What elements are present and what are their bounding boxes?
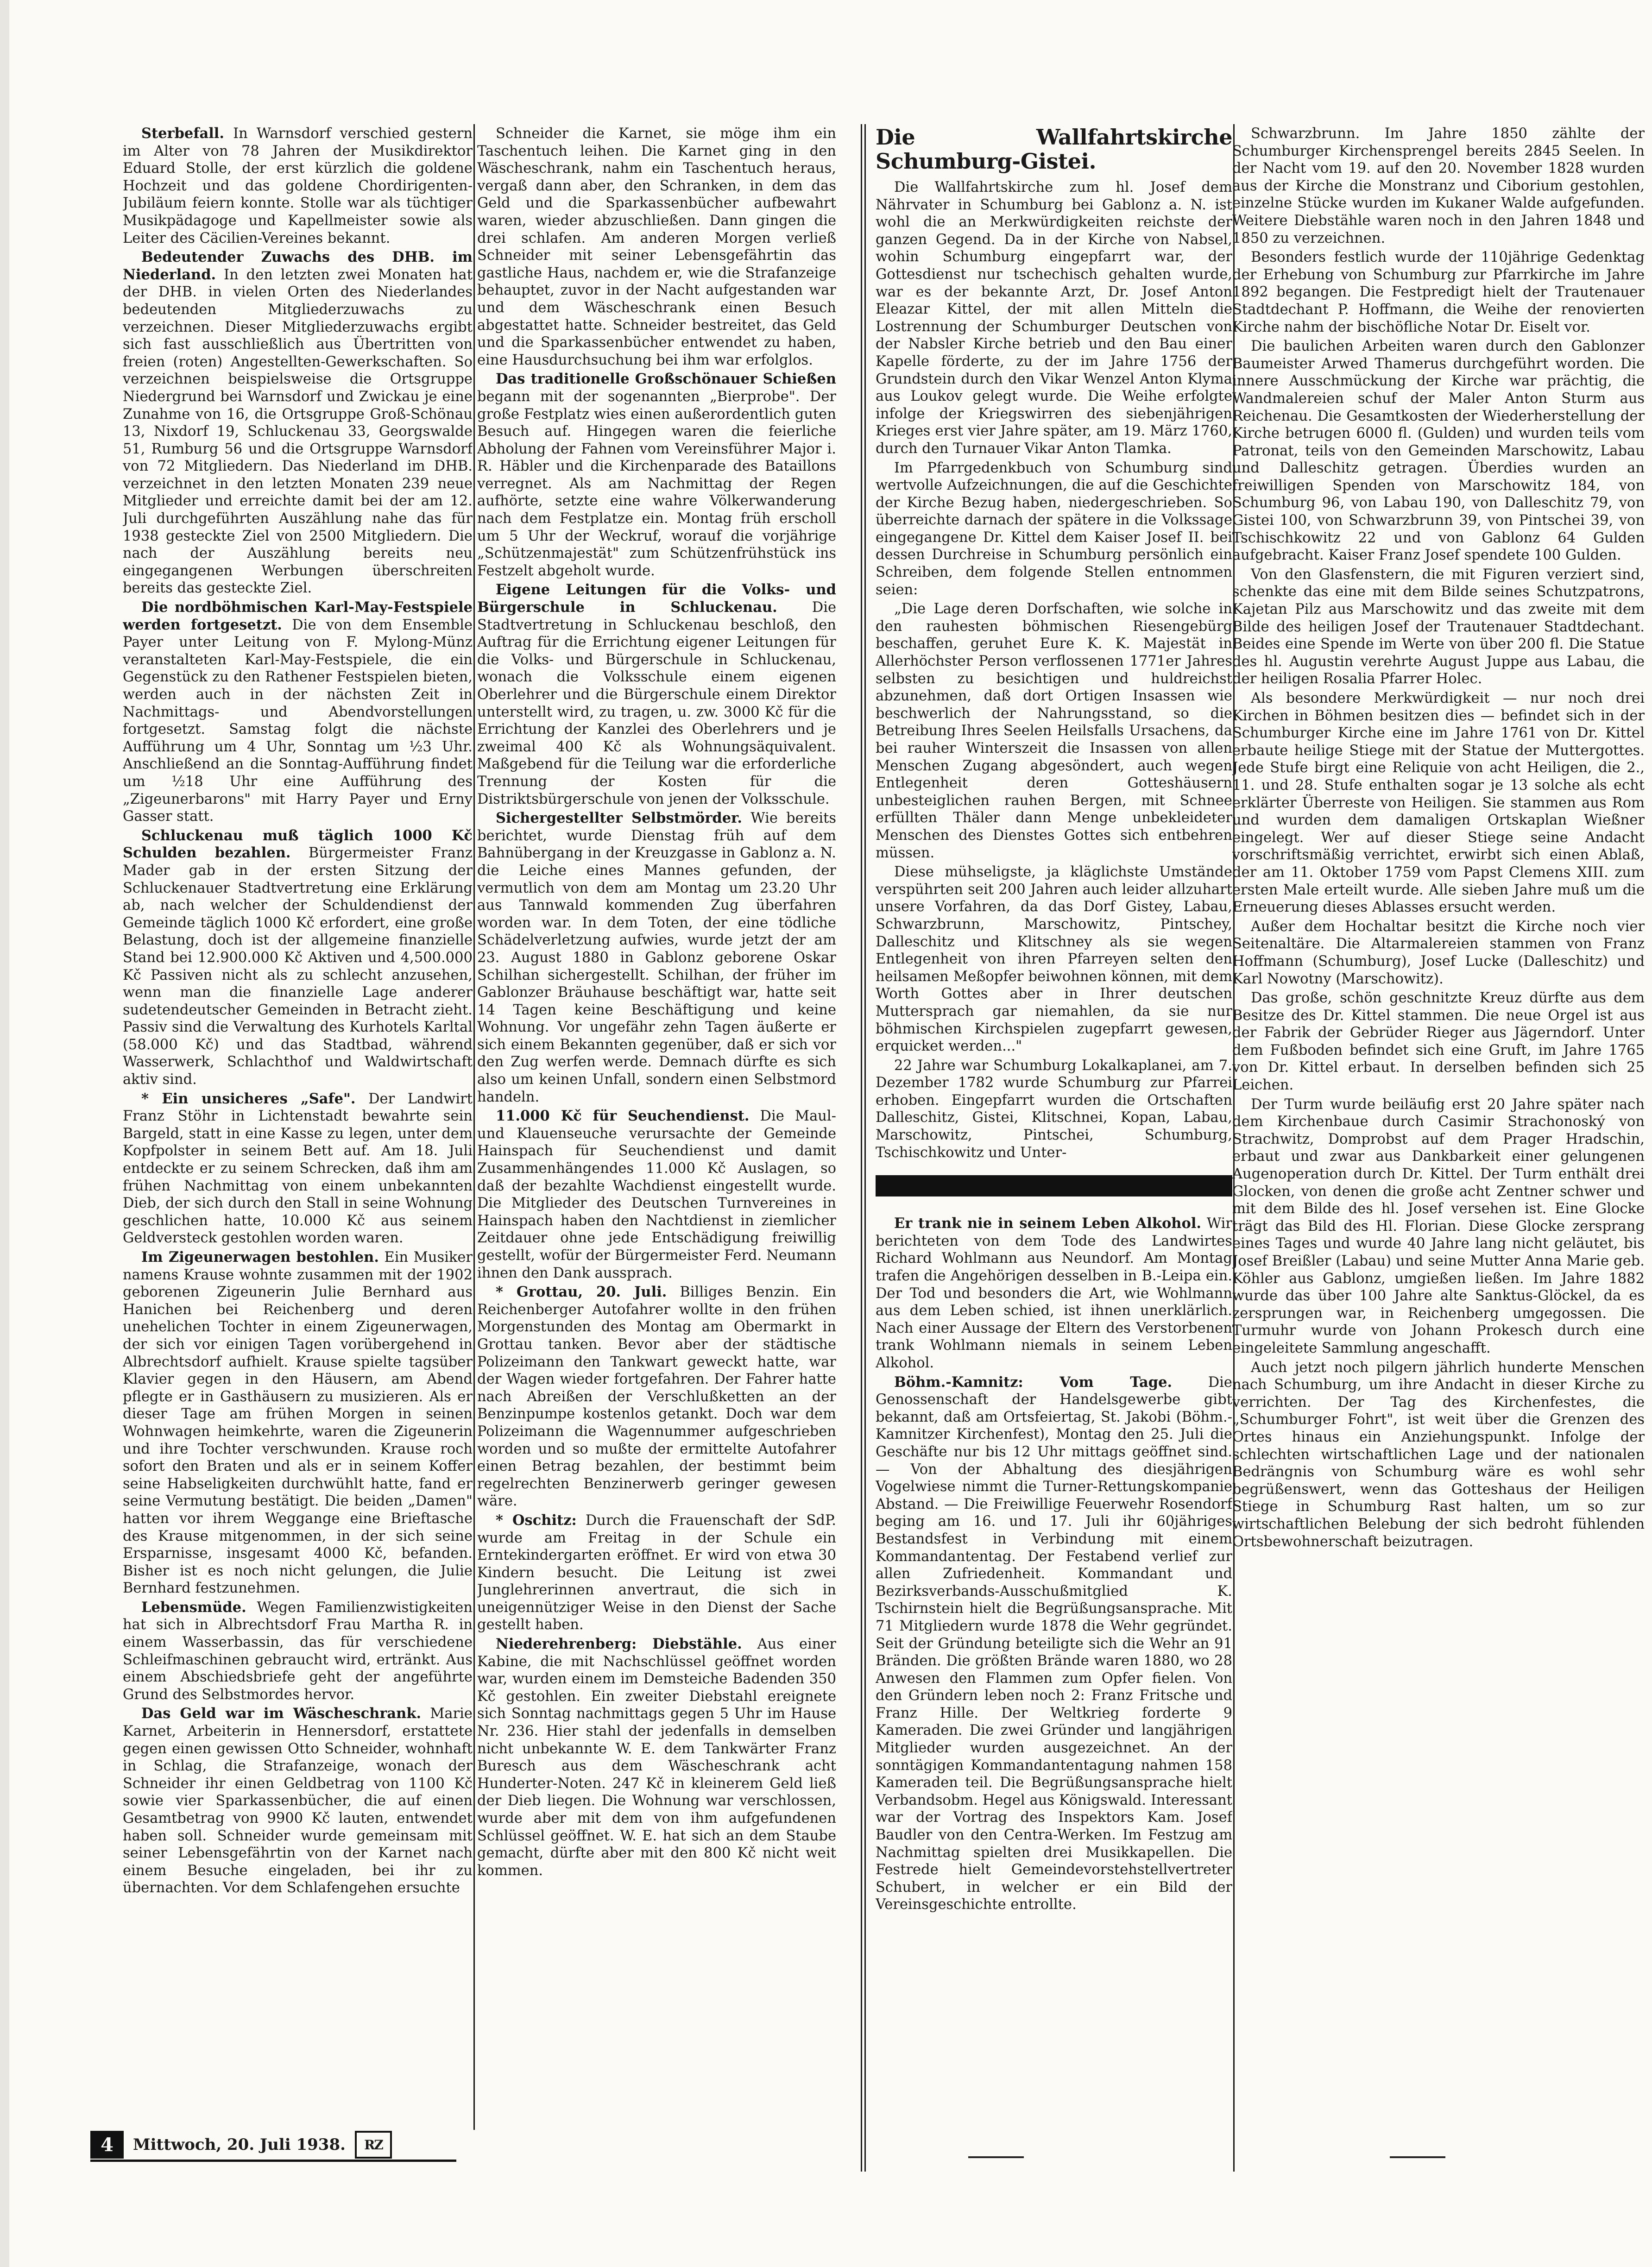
page-footer [90, 2131, 392, 2159]
article-headline: Bedeutender Zuwachs des DHB. im Niederland. [123, 249, 473, 283]
article-paragraph [1232, 989, 1645, 1094]
article-text: Der Landwirt Franz Stöhr in Lichtenstadt bewahrte sein Bargeld, statt in eine Kasse zu legen, unter dem Kopfpolster in seinem Bett auf. Am 18. Juli entdeckte er zu seinem Schrecken, daß ihm am frühen Nachmittag von einem unbekannten Dieb, der sich durch den Stall in seine Wohnung geschlichen hatte, 10.000 Kč aus seinem Geldversteck gestohlen worden waren. [123, 1090, 473, 1247]
article-paragraph [477, 1512, 836, 1634]
article-text: Diese mühseligste, ja kläglichste Umstände verspührten seit 200 Jahren auch leider allzuhart unsere Vorfahren, da das Dorf Gistey, Labau, Schwarzbrunn, Marschowitz, Pintschey, Dalleschitz und Klitschney als sie wegen Entlegenheit von ihren Pfarreyen selten den heilsamen Meßopfer beiwohnen können, mit dem Worth Gottes aber in Ihrer deutschen Muttersprach gar niemahlen, da sie nur böhmischen Kirchspielen zugepfarrt gewesen, erquicket werden..." [876, 864, 1232, 1055]
article-headline: Lebensmüde. [141, 1599, 246, 1616]
article-text: Im Pfarrgedenkbuch von Schumburg sind wertvolle Aufzeichnungen, die auf die Geschichte der Kirche Bezug haben, niedergeschrieben. So überreichte darnach der spätere in die Volkssage eingegangene Dr. Kittel dem Kaiser Josef II. bei dessen Durchreise in Schumburg persönlich ein Schreiben, dem folgende Stellen entnommen seien: [876, 460, 1232, 598]
page-number: 4 [90, 2131, 124, 2159]
article-text: Aus einer Kabine, die mit Nachschlüssel geöffnet worden war, wurden einem im Demsteiche Badenden 350 Kč gestohlen. Ein zweiter Diebstahl ereignete sich Sonntag nachmittags gegen 5 Uhr im Hause Nr. 236. Hier stahl der jedenfalls in demselben nicht unbekannte W. E. dem Tankwärter Franz Buresch aus dem Wäscheschrank acht Hunderter-Noten. 247 Kč in kleinerem Geld ließ der Dieb liegen. Die Wohnung war verschlossen, wurde aber mit dem von ihm aufgefundenen Schlüssel geöffnet. W. E. hat sich an dem Staube gemacht, dürfte aber mit den 800 Kč nicht weit kommen. [477, 1636, 836, 1879]
article-headline: * Grottau, 20. Juli. [496, 1284, 667, 1301]
article-paragraph [876, 600, 1232, 862]
column-2 [477, 125, 836, 2131]
article-text: Schneider die Karnet, sie möge ihm ein Taschentuch leihen. Die Karnet ging in den Wäscheschrank, nahm ein Taschentuch heraus, vergaß dann aber, den Schranken, in dem das Geld und die Sparkassenbücher aufbewahrt waren, wieder abzuschließen. Dann gingen die drei schlafen. Am anderen Morgen verließ Schneider mit seiner Lebensgefährtin das gastliche Haus, nachdem er, wie die Strafanzeige behauptet, zuvor in der Nacht aufgestanden war und dem Wäscheschrank einen Besuch abgestattet hatte. Schneider bestreitet, das Geld und die Sparkassenbücher entwendet zu haben, eine Hausdurchsuchung bei ihm war erfolglos. [477, 126, 836, 368]
article-headline: Eigene Leitungen für die Volks- und Bürgerschule in Schluckenau. [477, 581, 836, 616]
end-dash [968, 2156, 1024, 2158]
article-text: Die Wallfahrtskirche zum hl. Josef dem Nährvater in Schumburg bei Gablonz a. N. ist wohl die an Merkwürdigkeiten reichste der ganzen Gegend. Da in der Kirche von Nabsel, wohin Schumburg eingepfarrt war, der Gottesdienst nur tschechisch gehalten wurde, war es der bekannte Arzt, Dr. Josef Anton Eleazar Kittel, der mit allen Mitteln die Lostrennung der Schumburger Deutschen von der Nabsler Kirche betrieb und den Bau einer Kapelle förderte, zu der im Jahre 1756 der Grundstein durch den Vikar Wenzel Anton Klyma aus Loukov gelegt wurde. Die Weihe erfolgte infolge der Kriegswirren des siebenjährigen Krieges erst vier Jahre später, am 19. März 1760, durch den Turnauer Vikar Anton Tlamka. [876, 179, 1232, 457]
article-paragraph [1232, 338, 1645, 564]
article-text: Billiges Benzin. Ein Reichenberger Autofahrer wollte in den frühen Morgenstunden des Montag am Obermarkt in Grottau tanken. Bevor aber der städtische Polizeimann den Tankwart geweckt hatte, war der Wagen wieder fortgefahren. Der Fahrer hatte nach Abreißen der Verschlußketten an der Benzinpumpe kostenlos getankt. Doch war dem Polizeimann die Wagennummer aufgeschrieben worden und so mußte der ermittelte Autofahrer einen Betrag bezahlen, der bestimmt beim regelrechten Benzinerwerb geringer gewesen wäre. [477, 1284, 836, 1510]
article-text: Als besondere Merkwürdigkeit — nur noch drei Kirchen in Böhmen besitzen dies — befindet sich in der Schumburger Kirche eine im Jahre 1761 von Dr. Kittel erbaute heilige Stiege mit der Statue der Muttergottes. Jede Stufe birgt eine Reliquie von acht Heiligen, die 2., 11. und 28. Stufe enthalten sogar je 13 solche als echt erklärter Überreste von Heiligen. Sie stammen aus Rom und wurden dem damaligen Ortskaplan Wießner eingelegt. Wer auf dieser Stiege seine Andacht vorschriftsmäßig verrichtet, erwirbt sich einen Ablaß, der am 11. Oktober 1759 vom Papst Clemens XIII. zum ersten Male erteilt wurde. Alle sieben Jahre muß um die Erneuerung dieses Ablasses ersucht werden. [1232, 690, 1645, 916]
article-paragraph [123, 1705, 473, 1897]
article-text: Bürgermeister Franz Mader gab in der ersten Sitzung der Schluckenauer Stadtvertretung eine Erklärung ab, nach welcher der Schuldendienst der Gemeinde täglich 1000 Kč erfordert, eine große Belastung, doch ist der allgemeine finanzielle Stand bei 12.900.000 Kč Aktiven und 4,500.000 Kč Passiven nicht als zu schlecht anzusehen, wenn man die finanzielle Lage anderer sudetendeutscher Gemeinden in Betracht zieht. Passiv sind die Verwaltung des Kurhotels Karltal (58.000 Kč) und das Stadtbad, während Wasserwerk, Schlachthof und Waldwirtschaft aktiv sind. [123, 845, 473, 1088]
article-paragraph [477, 125, 836, 369]
column-rule [473, 124, 475, 2130]
article-paragraph [123, 1599, 473, 1704]
article-text: Schwarzbrunn. Im Jahre 1850 zählte der Schumburger Kirchensprengel bereits 2845 Seelen. In der Nacht vom 19. auf den 20. November 1828 wurden aus der Kirche die Monstranz und Ciborium gestohlen, einzelne Stücke wurden im Kukaner Walde aufgefunden. Weitere Diebstähle waren noch in den Jahren 1848 und 1850 zu verzeichnen. [1232, 126, 1645, 246]
article-text: Wir berichteten von dem Tode des Landwirtes Richard Wohlmann aus Neundorf. Am Montag trafen die Angehörigen desselben in B.-Leipa ein. Der Tod und besonders die Art, wie Wohlmann aus dem Leben schied, ist ihnen unerklärlich. Nach einer Aussage der Eltern des Verstorbenen trank Wohlmann niemals in seinem Leben Alkohol. [876, 1215, 1232, 1371]
issue-date: Mittwoch, 20. Juli 1938. [133, 2135, 346, 2154]
article-headline: Das traditionelle Großschönauer Schießen [496, 371, 836, 388]
article-text: Die baulichen Arbeiten waren durch den Gablonzer Baumeister Arwed Thamerus durchgeführt worden. Die innere Ausschmückung der Kirche war prächtig, die Wandmalereien schuf der Maler Anton Sturm aus Reichenau. Die Gesamtkosten der Wiederherstellung der Kirche betrugen 6000 fl. (Gulden) und wurden teils vom Patronat, teils von den Gemeinden Marschowitz, Labau und Dalleschitz getragen. Überdies wurden an freiwilligen Spenden von Marschowitz 184, von Schumburg 96, von Labau 190, von Dalleschitz 79, von Gistei 100, von Schwarzbrunn 39, von Pintschei 39, von Tschischkowitz 22 und von Gablonz 64 Gulden aufgebracht. Kaiser Franz Josef spendete 100 Gulden. [1232, 338, 1645, 564]
article-paragraph [1232, 1359, 1645, 1551]
article-headline: Im Zigeunerwagen bestohlen. [141, 1249, 379, 1266]
article-headline: Sterbefall. [141, 125, 224, 142]
article-paragraph [477, 581, 836, 808]
article-paragraph [1232, 690, 1645, 916]
article-paragraph [477, 371, 836, 579]
article-paragraph [1232, 125, 1645, 247]
article-paragraph [876, 1057, 1232, 1162]
article-headline: Das Geld war im Wäscheschrank. [141, 1705, 422, 1722]
article-paragraph [477, 1284, 836, 1510]
article-text: Außer dem Hochaltar besitzt die Kirche noch vier Seitenaltäre. Die Altarmalereien stammen von Franz Hoffmann (Schumburg), Josef Lucke (Dalleschitz) und Karl Nowotny (Marschowitz). [1232, 918, 1645, 987]
article-paragraph [876, 1215, 1232, 1372]
newspaper-logo: RZ [355, 2131, 392, 2159]
article-paragraph [1232, 249, 1645, 336]
article-text: Wie bereits berichtet, wurde Dienstag früh auf dem Bahnübergang in der Kreuzgasse in Gablonz a. N. die Leiche eines Mannes gefunden, der vermutlich von dem am Montag um 23.20 Uhr aus Tannwald kommenden Zug überfahren worden war. In dem Toten, der eine tödliche Schädelverletzung aufwies, wurde jetzt der am 23. August 1880 in Gablonz geborene Oskar Schilhan sichergestellt. Schilhan, der früher im Gablonzer Bräuhause beschäftigt war, hatte seit 14 Tagen keine Beschäftigung und keine Wohnung. Vor ungefähr zehn Tagen äußerte er sich einem Bekannten gegenüber, daß er sich vor den Zug werfen werde. Demnach dürfte es sich also um keinen Unfall, sondern einen Selbstmord handeln. [477, 810, 836, 1105]
article-text: begann mit der sogenannten „Bierprobe". Der große Festplatz wies einen außerordentlich guten Besuch auf. Hingegen waren die feierliche Abholung der Fahnen vom Vereinsführer Major i. R. Häbler und die Kirchenparade des Bataillons verregnet. Als am Nachmittag der Regen aufhörte, setzte eine wahre Völkerwanderung nach dem Festplatze ein. Montag früh erscholl um 5 Uhr der Weckruf, worauf die vorjährige „Schützenmajestät" zum Schützenfrühstück ins Festzelt abgeholt wurde. [477, 388, 836, 579]
column-1 [123, 125, 473, 2131]
article-headline: * Ein unsicheres „Safe". [141, 1090, 356, 1107]
article-headline: Schluckenau muß täglich 1000 Kč Schulden bezahlen. [123, 827, 473, 862]
article-title: Die Wallfahrtskirche Schumburg-Gistei. [876, 125, 1232, 174]
article-paragraph [123, 1249, 473, 1597]
article-paragraph [876, 1374, 1232, 1914]
article-paragraph [123, 599, 473, 825]
column-rule [861, 124, 862, 2172]
article-text: Der Turm wurde beiläufig erst 20 Jahre später nach dem Kirchenbaue durch Casimir Strachonoský von Strachwitz, Domprobst auf dem Prager Hradschin, erbaut und zwar aus Dankbarkeit einer gelungenen Augenoperation durch Dr. Kittel. Der Turm enthält drei Glocken, von denen die große acht Zentner schwer und mit dem Bilde des hl. Josef versehen ist. Eine Glocke trägt das Bild des Hl. Florian. Diese Glocke zersprang eines Tages und wurde 40 Jahre lang nicht geläutet, bis Josef Breißler (Labau) und seine Mutter Anna Marie geb. Köhler aus Gablonz, umgießen ließen. Im Jahre 1882 wurde das über 100 Jahre alte Sanktus-Glöckel, da es zersprungen war, in Reichenberg umgegossen. Die Turmuhr wurde von Johann Prokesch durch eine eingeleitete Sammlung angeschafft. [1232, 1096, 1645, 1356]
article-headline: Er trank nie in seinem Leben Alkohol. [894, 1215, 1202, 1232]
article-paragraph [477, 1636, 836, 1879]
article-text: In Warnsdorf verschied gestern im Alter von 78 Jahren der Musikdirektor Eduard Stolle, der erst kürzlich die goldene Hochzeit und das goldene Chordirigenten-Jubiläum feiern konnte. Stolle war als tüchtiger Musikpädagoge und Kapellmeister sowie als Leiter des Cäcilien-Vereines bekannt. [123, 126, 473, 246]
article-paragraph [876, 460, 1232, 599]
article-paragraph [123, 249, 473, 597]
article-text: Marie Karnet, Arbeiterin in Hennersdorf, erstattete gegen einen gewissen Otto Schneider, wohnhaft in Schlag, die Strafanzeige, wonach der Schneider ihr einen Geldbetrag von 1100 Kč sowie vier Sparkassenbücher, die auf einen Gesamtbetrag von 9900 Kč lauten, entwendet haben soll. Schneider wurde gemeinsam mit seiner Lebensgefährtin von der Karnet nach einem Besuche eingeladen, bei ihr zu übernachten. Vor dem Schlafengehen ersuchte [123, 1706, 473, 1896]
column-rule [864, 124, 866, 2172]
article-text: Die Stadtvertretung in Schluckenau beschloß, den Auftrag für die Errichtung eigener Leitungen für die Volks- und Bürgerschule in Schluckenau, wonach die Volksschule einem eigenen Oberlehrer und die Bürgerschule einem Direktor unterstellt wird, zu tragen, u. zw. 3000 Kč für die Errichtung der Kanzlei des Oberlehrers und je zweimal 400 Kč als Wohnungsäquivalent. Maßgebend für die Teilung war die erforderliche Trennung der Kosten für die Distriktsbürgerschule von jenen der Volksschule. [477, 599, 836, 807]
article-paragraph [123, 125, 473, 247]
article-text: 22 Jahre war Schumburg Lokalkaplanei, am 7. Dezember 1782 wurde Schumburg zur Pfarrei erhoben. Eingepfarrt wurden die Ortschaften Dalleschitz, Gistei, Klitschnei, Kopan, Labau, Marschowitz, Pintschei, Schumburg, Tschischkowitz und Unter- [876, 1057, 1232, 1161]
footer-rule [90, 2160, 456, 2162]
article-headline: Die nordböhmischen Karl-May-Festspiele werden fortgesetzt. [123, 599, 473, 633]
article-paragraph [1232, 566, 1645, 688]
scan-edge [0, 0, 9, 2267]
article-text: Auch jetzt noch pilgern jährlich hunderte Menschen nach Schumburg, um ihre Andacht in dieser Kirche zu verrichten. Der Tag des Kirchenfestes, die „Schumburger Fohrt", ist weit über die Grenzen des Ortes hinaus ein Anziehungspunkt. Infolge der schlechten wirtschaftlichen Lage und der nationalen Bedrängnis von Schumburg wäre es wohl sehr begrüßenswert, wenn das Gotteshaus der Heiligen Stiege in Schumburg Rast halten, um so zur wirtschaftlichen Belebung der sich bedroht fühlenden Ortsbewohnerschaft beizutragen. [1232, 1359, 1645, 1550]
black-bar [876, 1175, 1232, 1196]
article-text: Wegen Familienzwistigkeiten hat sich in Albrechtsdorf Frau Martha R. in einem Wasserbassin, das für verschiedene Schleifmaschinen gebraucht wird, ertränkt. Aus einem Abschiedsbriefe geht der angeführte Grund des Selbstmordes hervor. [123, 1599, 473, 1703]
article-paragraph [477, 810, 836, 1106]
article-text: Die von dem Ensemble Payer unter Leitung von F. Mylong-Münz veranstalteten Karl-May-Festspiele, die ein Gegenstück zu den Rathener Festspielen bieten, werden auch in der nächsten Zeit in Nachmittags- und Abendvorstellungen fortgesetzt. Samstag folgt die nächste Aufführung um 4 Uhr, Sonntag um ½3 Uhr. Anschließend an die Sonntag-Aufführung findet um ½18 Uhr eine Aufführung des „Zigeunerbarons" mit Harry Payer und Erny Gasser statt. [123, 617, 473, 825]
article-paragraph [1232, 1096, 1645, 1357]
article-text: Die Maul- und Klauenseuche verursachte der Gemeinde Hainspach für Seuchendienst und damit Zusammenhängendes 11.000 Kč Auslagen, so daß der bezahlte Wachdienst eingestellt wurde. Die Mitglieder des Deutschen Turnvereines in Hainspach haben den Nachtdienst in ziemlicher Zeitdauer ohne jede Entschädigung freiwillig gestellt, wofür der Bürgermeister Ferd. Neumann ihnen den Dank aussprach. [477, 1108, 836, 1281]
article-paragraph [123, 1090, 473, 1247]
article-headline: * Oschitz: [496, 1511, 577, 1529]
article-headline: 11.000 Kč für Seuchendienst. [496, 1108, 750, 1125]
article-text: In den letzten zwei Monaten hat der DHB. in vielen Orten des Niederlandes bedeutenden Mitgliederzuwachs zu verzeichnen. Dieser Mitgliederzuwachs ergibt sich fast ausschließlich aus Übertritten von freien (roten) Angestellten-Gewerkschaften. So verzeichnen beispielsweise die Ortsgruppe Niedergrund bei Warnsdorf und Zwickau je eine Zunahme von 16, die Ortsgruppe Groß-Schönau 13, Nixdorf 19, Schluckenau 33, Georgswalde 51, Rumburg 56 und die Ortsgruppe Warnsdorf von 72 Mitgliedern. Das Niederland im DHB. verzeichnet in den letzten Monaten 239 neue Mitglieder und erreichte damit bei der am 12. Juli durchgeführten Auszählung nahe das für 1938 gesteckte Ziel von 2500 Mitgliedern. Die nach der Auszählung bereits neu eingegangenen Werbungen überschreiten bereits das gesteckte Ziel. [123, 266, 473, 597]
article-text: Das große, schön geschnitzte Kreuz dürfte aus dem Besitze des Dr. Kittel stammen. Die neue Orgel ist aus der Fabrik der Gebrüder Rieger aus Jägerndorf. Unter dem Fußboden befindet sich eine Gruft, im Jahre 1765 von Dr. Kittel erbaut. In derselben befinden sich 25 Leichen. [1232, 990, 1645, 1094]
article-paragraph [123, 827, 473, 1089]
article-text: Ein Musiker namens Krause wohnte zusammen mit der 1902 geborenen Zigeunerin Julie Bernhard aus Hanichen bei Reichenberg und deren unehelichen Tochter in einem Zigeunerwagen, der sich vor einigen Tagen vorübergehend in Albrechtsdorf aufhielt. Krause spielte tagsüber Klavier gegen in den Häusern, am Abend pflegte er in Gasthäusern zu musizieren. Als er dieser Tage am frühen Morgen in seinen Wohnwagen heimkehrte, waren die Zigeunerin und ihre Tochter verschwunden. Krause roch sofort den Braten und als er in seinem Koffer seine Habseligkeiten durchwühlt hatte, fand er seine Vermutung bestätigt. Die beiden „Damen" hatten vor ihrem Weggange eine Brieftasche des Krause mitgenommen, in der sich seine Ersparnisse, insgesamt 4000 Kč, befanden. Bisher ist es noch nicht gelungen, die Julie Bernhard festzunehmen. [123, 1249, 473, 1597]
article-text: Die Genossenschaft der Handelsgewerbe gibt bekannt, daß am Ortsfeiertag, St. Jakobi (Böhm.-Kamnitzer Kirchenfest), Montag den 25. Juli die Geschäfte nur bis 12 Uhr mittags geöffnet sind. — Von der Abhaltung des diesjährigen Vogelwiese nimmt die Turner-Rettungskompanie Abstand. — Die Freiwillige Feuerwehr Rosendorf beging am 16. und 17. Juli ihr 60jähriges Bestandsfest in Verbindung mit einem Kommandantentag. Der Festabend verlief zur allen Zufriedenheit. Kommandant und Bezirksverbands-Ausschußmitglied K. Tschirnstein hielt die Begrüßungsansprache. Mit 71 Mitgliedern wurde 1878 die Wehr gegründet. Seit der Gründung beteiligte sich die Wehr an 91 Bränden. Die größten Brände waren 1880, wo 28 Anwesen den Flammen zum Opfer fielen. Von den Gründern leben noch 2: Franz Fritsche und Franz Hille. Der Weltkrieg forderte 9 Kameraden. Die zwei Gründer und langjährigen Mitglieder wurden ausgezeichnet. An der sonntägigen Kommandantentagung nahmen 158 Kameraden teil. Die Begrüßungsansprache hielt Verbandsobm. Hegel aus Königswald. Interessant war der Vortrag des Inspektors Kam. Josef Baudler von den Centra-Werken. Im Festzug am Nachmittag spielten drei Musikkapellen. Die Festrede hielt Gemeindevorstehstellvertreter Schubert, in welcher er ein Bild der Vereinsgeschichte entrollte. [876, 1374, 1232, 1913]
article-text: Besonders festlich wurde der 110jährige Gedenktag der Erhebung von Schumburg zur Pfarrkirche im Jahre 1892 begangen. Die Festpredigt hielt der Trautenauer Stadtdechant P. Hoffmann, die Weihe der renovierten Kirche nahm der bischöfliche Notar Dr. Eiselt vor. [1232, 249, 1645, 335]
article-headline: Böhm.-Kamnitz: Vom Tage. [894, 1373, 1173, 1391]
article-headline: Niederehrenberg: Diebstähle. [496, 1636, 742, 1653]
column-3 [876, 125, 1232, 2131]
article-text: Von den Glasfenstern, die mit Figuren verziert sind, schenkte das eine mit dem Bilde seines Schutzpatrons, Kajetan Pilz aus Marschowitz und das zweite mit dem Bilde des heiligen Josef der Trautenauer Stadtdechant. Beides eine Spende im Werte von über 200 fl. Die Statue des hl. Augustin verehrte August Juppe aus Labau, die der heiligen Rosalia Pfarrer Holec. [1232, 566, 1645, 687]
article-paragraph [876, 179, 1232, 458]
end-dash [1390, 2156, 1445, 2158]
article-headline: Sichergestellter Selbstmörder. [496, 810, 743, 827]
article-text: Durch die Frauenschaft der SdP. wurde am Freitag in der Schule ein Erntekindergarten eröffnet. Er wird von etwa 30 Kindern besucht. Die Leitung ist zwei Junglehrerinnen anvertraut, die sich in uneigennütziger Weise in den Dienst der Sache gestellt haben. [477, 1512, 836, 1633]
article-text: „Die Lage deren Dorfschaften, wie solche in den rauhesten böhmischen Riesengebürg beschaffen, geruhet Eure K. K. Majestät in Allerhöchster Person verflossenen 1771er Jahres selbsten zu besichtigen und huldreichst abzunehmen, daß dort Ortigen Insassen wie beschwerlich der Nahrungsstand, so die Betreibung Ihres Seelen Heilsfalls Ursachens, da bei rauher Winterszeit die Insassen von allen Menschen Zugang abgesöndert, auch wegen Entlegenheit deren Gotteshäusern unbesteiglichen rauhen Bergen, mit Schnee erfüllten Thäler dann Menge unbekleideter Menschen des Dienstes Gottes sich entbehren müssen. [876, 601, 1232, 861]
article-paragraph [477, 1108, 836, 1282]
article-paragraph [876, 863, 1232, 1055]
column-4 [1232, 125, 1645, 2131]
article-paragraph [1232, 918, 1645, 988]
